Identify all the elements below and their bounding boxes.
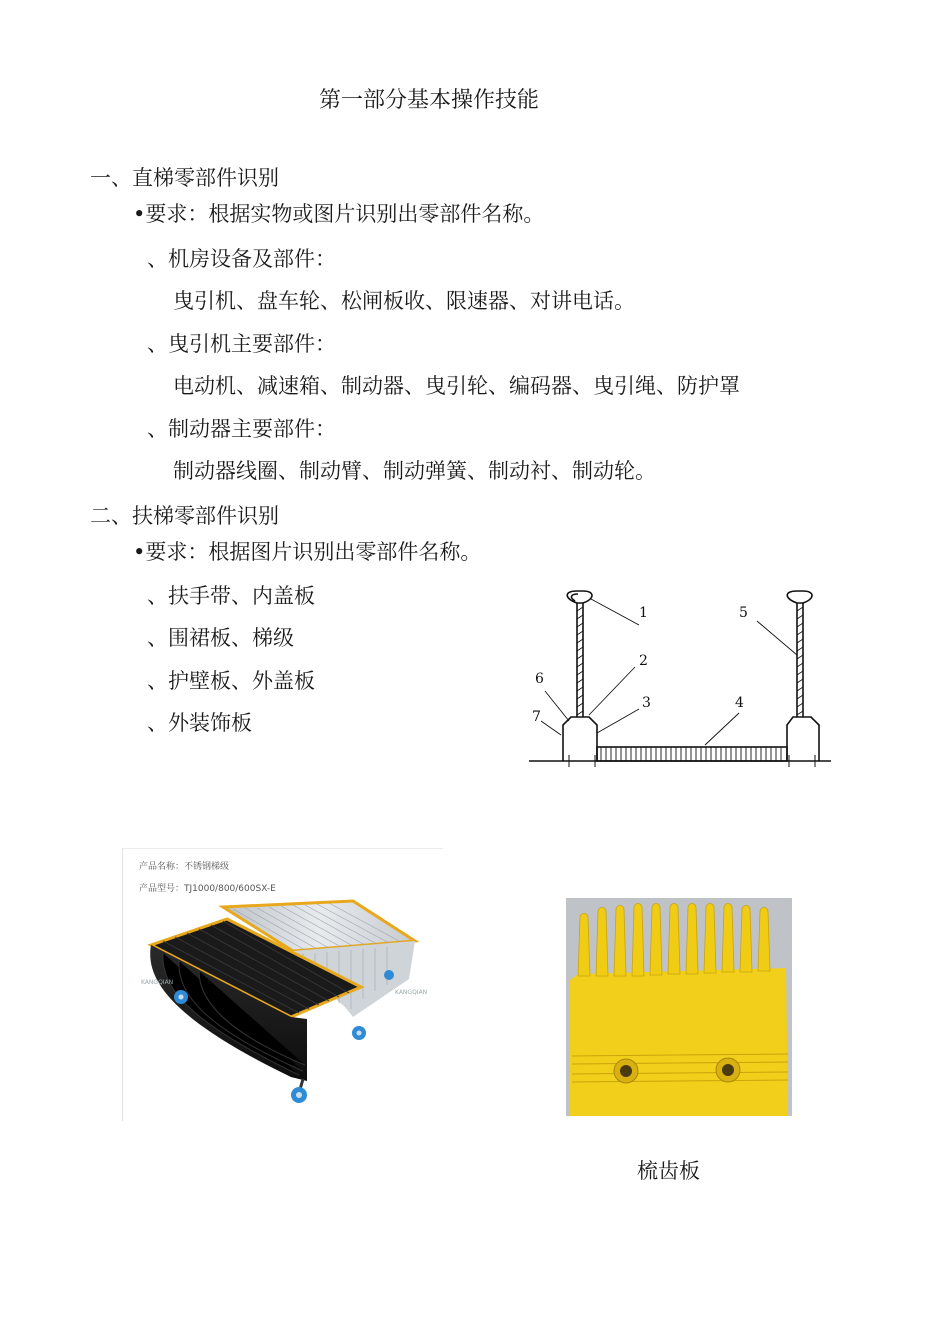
product-name-line: 产品名称：不锈钢梯级 bbox=[139, 862, 230, 872]
s1-item-3-label: 、制动器主要部件： bbox=[147, 417, 336, 441]
s2-item-1: 、扶手带、内盖板 bbox=[147, 584, 315, 608]
photo-watermark-left: KANGQIAN bbox=[141, 979, 174, 986]
section1-heading: 一、直梯零部件识别 bbox=[90, 166, 279, 190]
left-deck-box bbox=[563, 717, 597, 761]
comb-plate-caption: 梳齿板 bbox=[637, 1159, 700, 1183]
s1-item-2-detail: 电动机、减速箱、制动器、曳引轮、编码器、曳引绳、防护罩 bbox=[173, 374, 740, 398]
escalator-step-photo bbox=[122, 848, 443, 1121]
section2-requirement: •要求：根据图片识别出零部件名称。 bbox=[133, 540, 482, 564]
label-3: 3 bbox=[642, 695, 651, 711]
s2-item-2: 、围裙板、梯级 bbox=[147, 626, 294, 650]
right-handrail bbox=[787, 591, 812, 603]
label-1: 1 bbox=[639, 605, 648, 621]
s2-item-4: 、外装饰板 bbox=[147, 711, 252, 735]
label-6: 6 bbox=[535, 671, 544, 687]
label-5: 5 bbox=[739, 605, 748, 621]
label-4: 4 bbox=[735, 695, 744, 711]
s2-item-3: 、护壁板、外盖板 bbox=[147, 669, 315, 693]
section2-heading: 二、扶梯零部件识别 bbox=[90, 504, 279, 528]
product-model-line: 产品型号：TJ1000/800/600SX-E bbox=[139, 884, 276, 894]
step-body bbox=[597, 747, 787, 761]
right-deck-box bbox=[787, 717, 819, 761]
photo-watermark-right: KANGQIAN bbox=[395, 989, 428, 996]
s1-item-3-detail: 制动器线圈、制动臂、制动弹簧、制动衬、制动轮。 bbox=[173, 459, 656, 483]
page-title: 第一部分基本操作技能 bbox=[319, 88, 540, 113]
s1-item-1-label: 、机房设备及部件： bbox=[147, 247, 336, 271]
label-7: 7 bbox=[532, 709, 541, 725]
section1-requirement: •要求：根据实物或图片识别出零部件名称。 bbox=[133, 202, 545, 226]
s1-item-2-label: 、曳引机主要部件： bbox=[147, 332, 336, 356]
label-2: 2 bbox=[639, 653, 648, 669]
s1-item-1-detail: 曳引机、盘车轮、松闸板收、限速器、对讲电话。 bbox=[173, 289, 635, 313]
comb-plate-photo bbox=[566, 898, 792, 1116]
escalator-cross-section-diagram bbox=[525, 585, 835, 770]
